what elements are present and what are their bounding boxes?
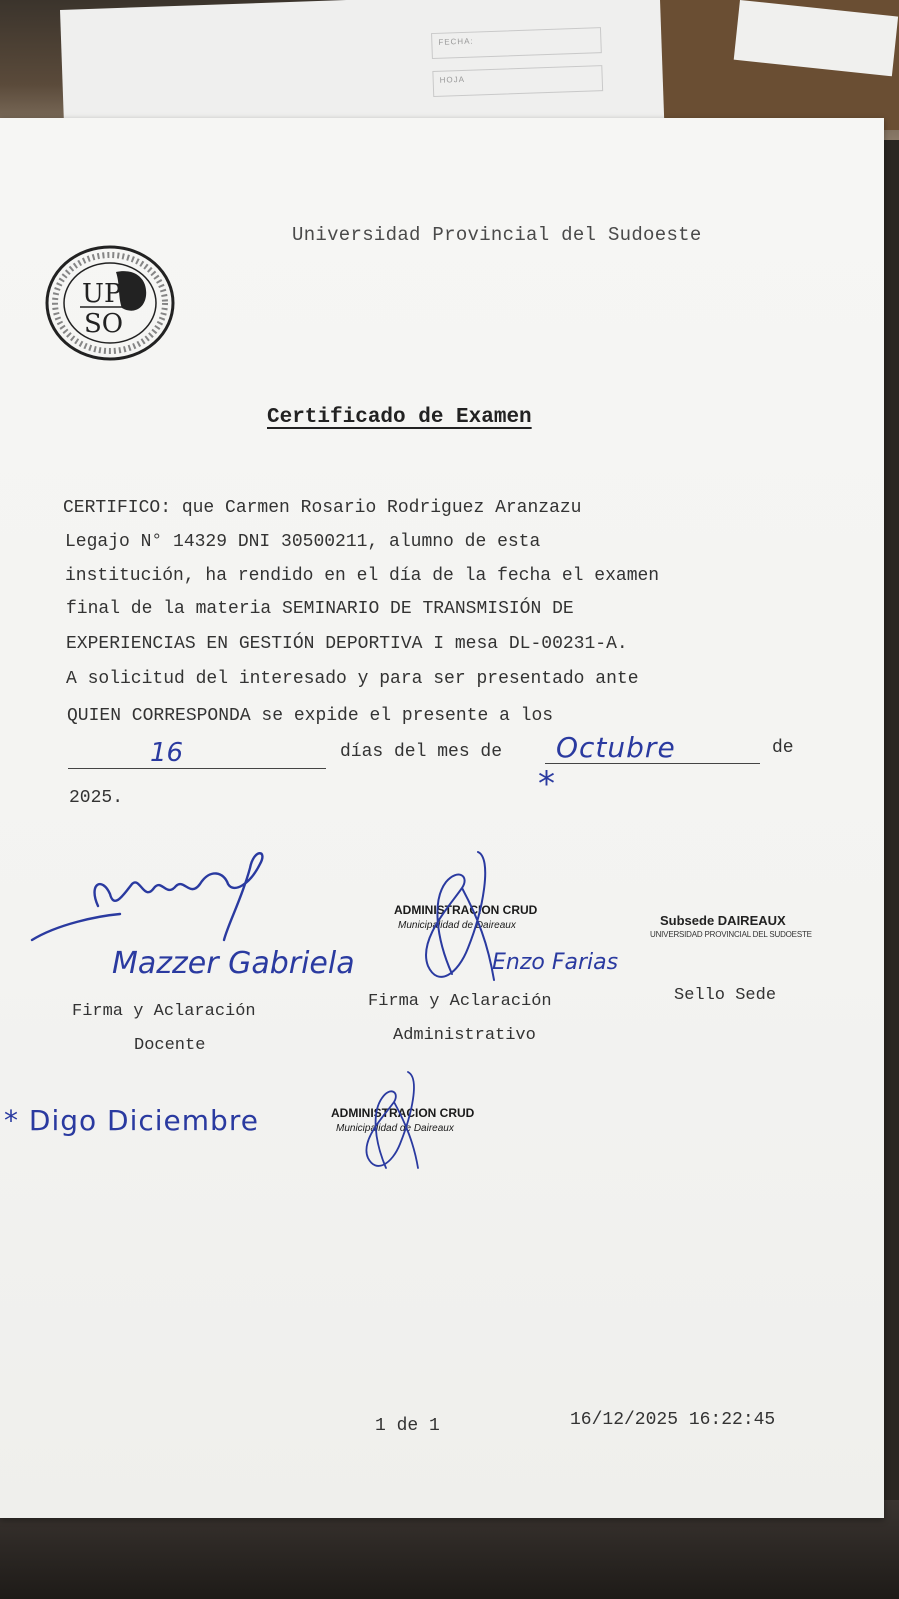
year-text: 2025.: [69, 788, 124, 808]
university-name: Universidad Provincial del Sudoeste: [292, 224, 702, 246]
document-title: Certificado de Examen: [267, 406, 532, 429]
handwritten-asterisk: *: [538, 764, 555, 804]
page-number: 1 de 1: [375, 1416, 440, 1436]
admin-stamp-title: ADMINISTRACION CRUD: [394, 903, 538, 917]
sede-stamp-title: Subsede DAIREAUX: [660, 913, 786, 928]
fecha-box: FECHA:: [431, 27, 602, 59]
sede-label: Sello Sede: [674, 986, 777, 1005]
correction-handwritten-note: * Digo Diciembre: [4, 1104, 259, 1137]
sede-stamp-subtitle: UNIVERSIDAD PROVINCIAL DEL SUDOESTE: [650, 930, 812, 939]
correction-stamp-subtitle: Municipalidad de Daireaux: [336, 1123, 454, 1134]
correction-stamp-title: ADMINISTRACION CRUD: [331, 1106, 475, 1120]
handwritten-month: Octubre: [556, 731, 676, 764]
body-line-2: Legajo N° 14329 DNI 30500211, alumno de esta: [65, 532, 541, 552]
print-timestamp: 16/12/2025 16:22:45: [570, 1410, 776, 1430]
day-blank-line: [68, 768, 326, 769]
university-seal: [44, 244, 176, 362]
body-line-1: CERTIFICO: que Carmen Rosario Rodriguez Aranzazu: [63, 498, 582, 518]
admin-handwritten-name: Enzo Farias: [492, 950, 619, 975]
body-line-7: QUIEN CORRESPONDA se expide el presente a los: [67, 706, 554, 726]
docente-label-line1: Firma y Aclaración: [72, 1002, 256, 1021]
svg-text:P: P: [104, 279, 122, 309]
handwritten-day: 16: [150, 738, 184, 768]
admin-label-line2: Administrativo: [393, 1026, 536, 1045]
days-of-month-text: días del mes de: [340, 742, 503, 762]
body-line-5: EXPERIENCIAS EN GESTIÓN DEPORTIVA I mesa DL-00231-A.: [66, 634, 628, 654]
docente-handwritten-name: Mazzer Gabriela: [112, 946, 355, 981]
de-text: de: [772, 738, 794, 758]
hoja-box: HOJA: [432, 65, 603, 97]
docente-signature-icon: [28, 854, 278, 944]
body-line-4: final de la materia SEMINARIO DE TRANSMISIÓN DE: [66, 599, 574, 619]
admin-label-line1: Firma y Aclaración: [368, 992, 552, 1011]
seal-icon: [44, 244, 176, 362]
docente-label-line2: Docente: [134, 1036, 206, 1055]
svg-text:U: U: [82, 279, 104, 309]
body-line-6: A solicitud del interesado y para ser presentado ante: [66, 669, 639, 689]
correction-signature-icon: [360, 1070, 430, 1174]
admin-stamp-subtitle: Municipalidad de Daireaux: [398, 920, 516, 931]
svg-text:SO: SO: [84, 309, 124, 339]
certificate-paper: [0, 118, 884, 1518]
body-line-3: institución, ha rendido en el día de la fecha el examen: [65, 566, 660, 586]
